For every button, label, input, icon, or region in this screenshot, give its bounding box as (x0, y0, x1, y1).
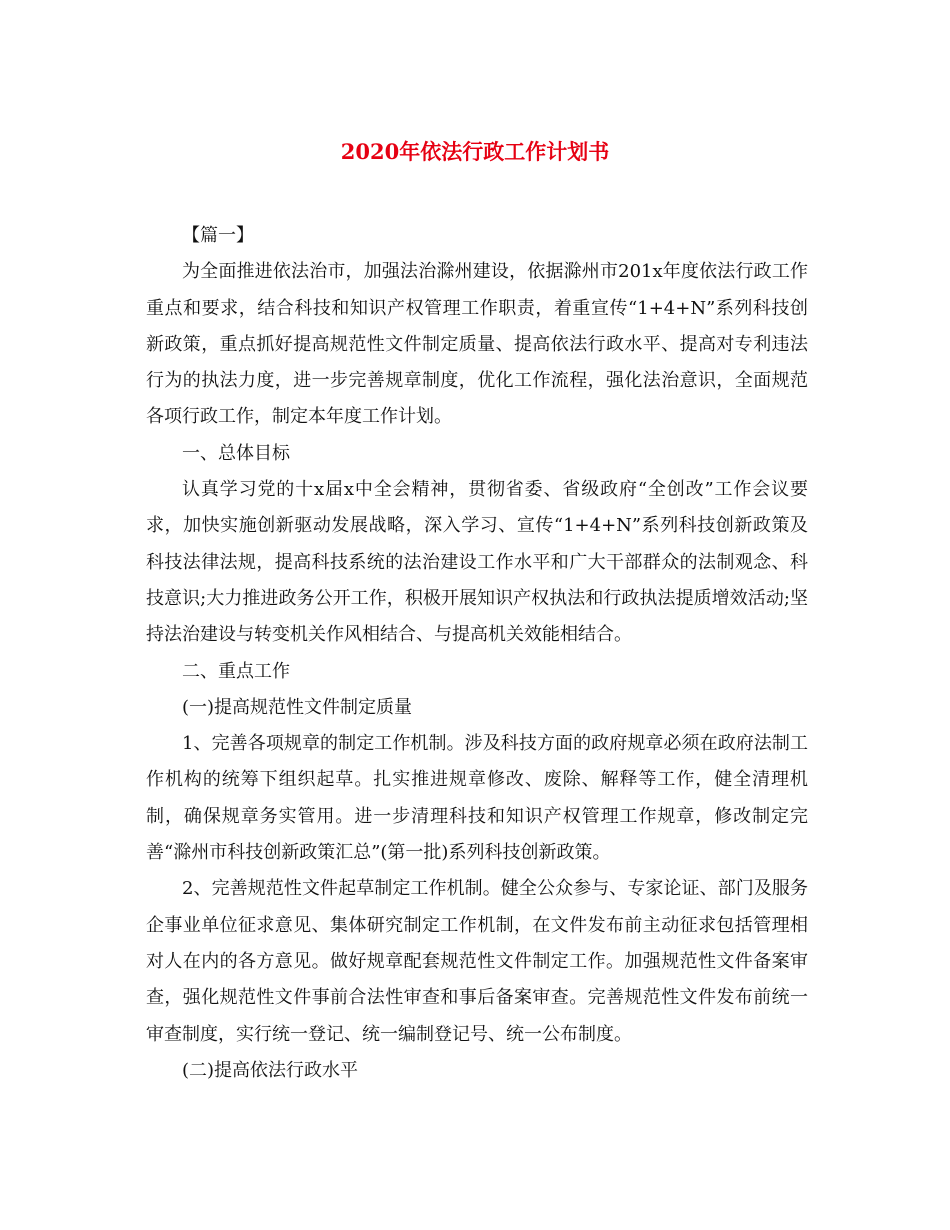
paragraph-item-1: 1、完善各项规章的制定工作机制。涉及科技方面的政府规章必须在政府法制工作机构的统筹下组织起草。扎实推进规章修改、废除、解释等工作，健全清理机制，确保规章务实管用。进一步清理科技和知识产权管理工作规章，修改制定完善“滁州市科技创新政策汇总”(第一批)系列科技创新政策。 (146, 733, 808, 864)
document-body (146, 218, 808, 1089)
heading-overall-goal: 一、总体目标 (182, 442, 290, 464)
paragraph-item-2: 2、完善规范性文件起草制定工作机制。健全公众参与、专家论证、部门及服务企事业单位征求意见、集体研究制定工作机制，在文件发布前主动征求包括管理相对人在内的各方意见。做好规章配套规范性文件制定工作。加强规范性文件备案审查，强化规范性文件事前合法性审查和事后备案审查。完善规范性文件发布前统一审查制度，实行统一登记、统一编制登记号、统一公布制度。 (146, 878, 808, 1045)
paragraph-intro: 为全面推进依法治市，加强法治滁州建设，依据滁州市201x年度依法行政工作重点和要求，结合科技和知识产权管理工作职责，着重宣传“1+4+N”系列科技创新政策，重点抓好提高规范性文件制定质量、提高依法行政水平、提高对专利违法行为的执法力度，进一步完善规章制度，优化工作流程，强化法治意识，全面规范各项行政工作，制定本年度工作计划。 (146, 261, 808, 428)
paragraph-section-label: 【篇一】 (182, 225, 254, 246)
paragraph-overall-goal: 认真学习党的十x届x中全会精神，贯彻省委、省级政府“全创改”工作会议要求，加快实施创新驱动发展战略，深入学习、宣传“1+4+N”系列科技创新政策及科技法律法规，提高科技系统的法治建设工作水平和广大干部群众的法制观念、科技意识;大力推进政务公开工作，积极开展知识产权执法和行政执法提质增效活动;坚持法治建设与转变机关作风相结合、与提高机关效能相结合。 (146, 479, 808, 646)
document-title: 2020年依法行政工作计划书 (340, 139, 610, 164)
subheading-document-quality: (一)提高规范性文件制定质量 (182, 696, 413, 718)
subheading-admin-level: (二)提高依法行政水平 (182, 1059, 359, 1081)
heading-key-work: 二、重点工作 (182, 660, 290, 682)
